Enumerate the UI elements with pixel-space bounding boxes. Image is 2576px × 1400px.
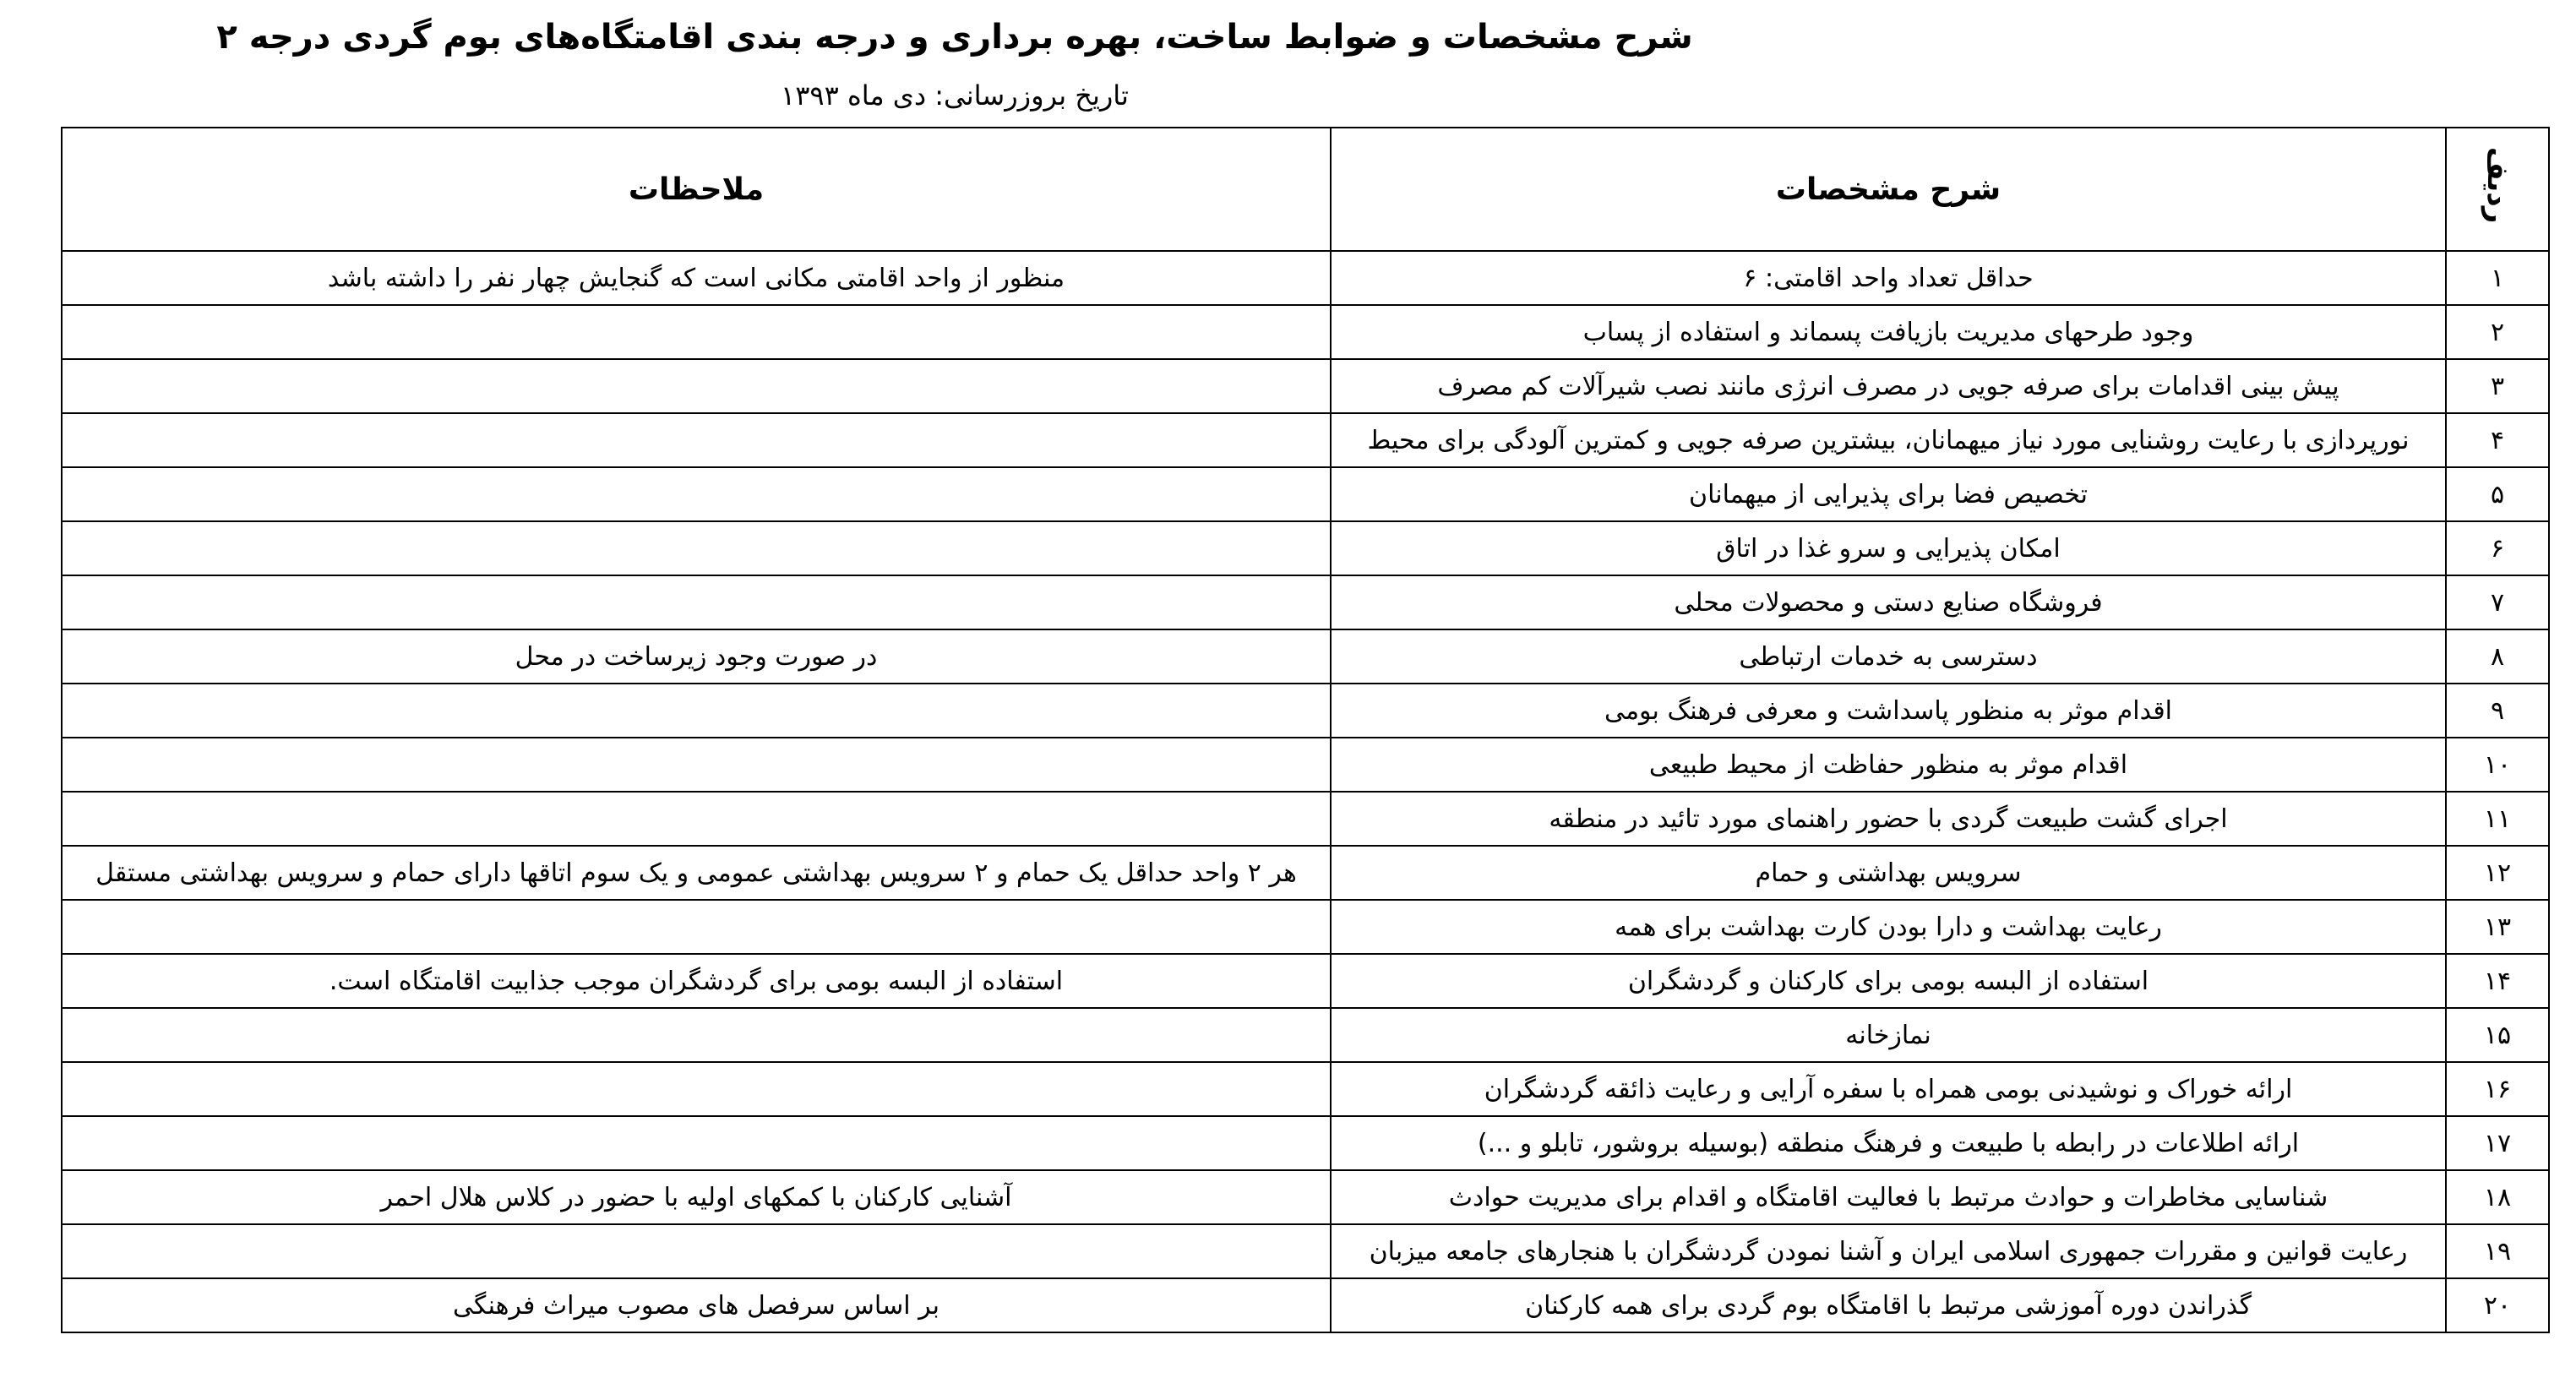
table-row xyxy=(62,359,2549,413)
table-row xyxy=(62,954,2549,1008)
row-number-cell: ۲ xyxy=(2446,305,2549,359)
notes-cell: منظور از واحد اقامتی مکانی است که گنجایش چهار نفر را داشته باشد xyxy=(62,251,1331,305)
description-cell: تخصیص فضا برای پذیرایی از میهمانان xyxy=(1331,467,2446,521)
row-number-cell: ۱۰ xyxy=(2446,738,2549,792)
notes-cell xyxy=(62,684,1331,738)
notes-cell xyxy=(62,792,1331,846)
document-title: شرح مشخصات و ضوابط ساخت، بهره برداری و درجه بندی اقامتگاه‌های بوم گردی درجه ۲ xyxy=(216,18,1693,57)
table-header-row xyxy=(62,128,2549,251)
description-cell: وجود طرحهای مدیریت بازیافت پسماند و استفاده از پساب xyxy=(1331,305,2446,359)
row-number-cell: ۴ xyxy=(2446,413,2549,467)
row-number-cell: ۱۷ xyxy=(2446,1116,2549,1170)
notes-cell: بر اساس سرفصل های مصوب میراث فرهنگی xyxy=(62,1278,1331,1332)
description-cell: پیش بینی اقدامات برای صرفه جویی در مصرف انرژی مانند نصب شیرآلات کم مصرف xyxy=(1331,359,2446,413)
table-row xyxy=(62,846,2549,900)
description-cell: امکان پذیرایی و سرو غذا در اتاق xyxy=(1331,521,2446,575)
table-row xyxy=(62,251,2549,305)
update-date: تاریخ بروزرسانی: دی ماه ۱۳۹۳ xyxy=(781,79,1129,112)
notes-cell xyxy=(62,738,1331,792)
row-number-cell: ۷ xyxy=(2446,575,2549,629)
row-number-cell: ۱۵ xyxy=(2446,1008,2549,1062)
notes-cell xyxy=(62,1008,1331,1062)
notes-cell xyxy=(62,359,1331,413)
description-cell: رعایت قوانین و مقررات جمهوری اسلامی ایران و آشنا نمودن گردشگران با هنجارهای جامعه میزبان xyxy=(1331,1224,2446,1278)
description-cell: ارائه خوراک و نوشیدنی بومی همراه با سفره آرایی و رعایت ذائقه گردشگران xyxy=(1331,1062,2446,1116)
header-notes: ملاحظات xyxy=(62,128,1331,251)
table-row xyxy=(62,521,2549,575)
notes-cell xyxy=(62,1062,1331,1116)
table-body xyxy=(62,251,2549,1332)
row-number-cell: ۵ xyxy=(2446,467,2549,521)
row-number-cell: ۲۰ xyxy=(2446,1278,2549,1332)
description-cell: اقدام موثر به منظور حفاظت از محیط طبیعی xyxy=(1331,738,2446,792)
description-cell: نمازخانه xyxy=(1331,1008,2446,1062)
notes-cell: هر ۲ واحد حداقل یک حمام و ۲ سرویس بهداشتی عمومی و یک سوم اتاقها دارای حمام و سرویس بهداشتی مستقل xyxy=(62,846,1331,900)
table-row xyxy=(62,1224,2549,1278)
description-cell: شناسایی مخاطرات و حوادث مرتبط با فعالیت اقامتگاه و اقدام برای مدیریت حوادث xyxy=(1331,1170,2446,1224)
header-row-number: ردیف xyxy=(2446,128,2549,251)
table-row xyxy=(62,1062,2549,1116)
description-cell: فروشگاه صنایع دستی و محصولات محلی xyxy=(1331,575,2446,629)
description-cell: ارائه اطلاعات در رابطه با طبیعت و فرهنگ منطقه (بوسیله بروشور، تابلو و ...) xyxy=(1331,1116,2446,1170)
table-row xyxy=(62,1008,2549,1062)
row-number-cell: ۱۸ xyxy=(2446,1170,2549,1224)
row-number-cell: ۱۴ xyxy=(2446,954,2549,1008)
row-number-cell: ۱۹ xyxy=(2446,1224,2549,1278)
row-number-cell: ۱۳ xyxy=(2446,900,2549,954)
row-number-cell: ۳ xyxy=(2446,359,2549,413)
description-cell: سرویس بهداشتی و حمام xyxy=(1331,846,2446,900)
header-description: شرح مشخصات xyxy=(1331,128,2446,251)
row-number-cell: ۸ xyxy=(2446,629,2549,684)
notes-cell xyxy=(62,467,1331,521)
row-number-cell: ۹ xyxy=(2446,684,2549,738)
notes-cell: استفاده از البسه بومی برای گردشگران موجب جذابیت اقامتگاه است. xyxy=(62,954,1331,1008)
notes-cell xyxy=(62,575,1331,629)
description-cell: استفاده از البسه بومی برای کارکنان و گردشگران xyxy=(1331,954,2446,1008)
notes-cell xyxy=(62,1116,1331,1170)
table-row xyxy=(62,792,2549,846)
notes-cell xyxy=(62,413,1331,467)
notes-cell xyxy=(62,305,1331,359)
table-row xyxy=(62,738,2549,792)
table-row xyxy=(62,413,2549,467)
table-row xyxy=(62,629,2549,684)
row-number-cell: ۱۶ xyxy=(2446,1062,2549,1116)
description-cell: گذراندن دوره آموزشی مرتبط با اقامتگاه بوم گردی برای همه کارکنان xyxy=(1331,1278,2446,1332)
description-cell: نورپردازی با رعایت روشنایی مورد نیاز میهمانان، بیشترین صرفه جویی و کمترین آلودگی برای محیط xyxy=(1331,413,2446,467)
table-row xyxy=(62,575,2549,629)
table-row xyxy=(62,305,2549,359)
description-cell: اقدام موثر به منظور پاسداشت و معرفی فرهنگ بومی xyxy=(1331,684,2446,738)
notes-cell: در صورت وجود زیرساخت در محل xyxy=(62,629,1331,684)
table-row xyxy=(62,1116,2549,1170)
table-row xyxy=(62,900,2549,954)
notes-cell xyxy=(62,1224,1331,1278)
description-cell: دسترسی به خدمات ارتباطی xyxy=(1331,629,2446,684)
row-number-cell: ۱ xyxy=(2446,251,2549,305)
table-row xyxy=(62,684,2549,738)
specifications-table xyxy=(61,127,2550,1333)
description-cell: اجرای گشت طبیعت گردی با حضور راهنمای مورد تائید در منطقه xyxy=(1331,792,2446,846)
notes-cell xyxy=(62,900,1331,954)
table-row xyxy=(62,1278,2549,1332)
description-cell: حداقل تعداد واحد اقامتی: ۶ xyxy=(1331,251,2446,305)
row-number-cell: ۱۲ xyxy=(2446,846,2549,900)
row-number-cell: ۱۱ xyxy=(2446,792,2549,846)
description-cell: رعایت بهداشت و دارا بودن کارت بهداشت برای همه xyxy=(1331,900,2446,954)
row-number-cell: ۶ xyxy=(2446,521,2549,575)
notes-cell: آشنایی کارکنان با کمکهای اولیه با حضور در کلاس هلال احمر xyxy=(62,1170,1331,1224)
notes-cell xyxy=(62,521,1331,575)
table-row xyxy=(62,467,2549,521)
table-row xyxy=(62,1170,2549,1224)
